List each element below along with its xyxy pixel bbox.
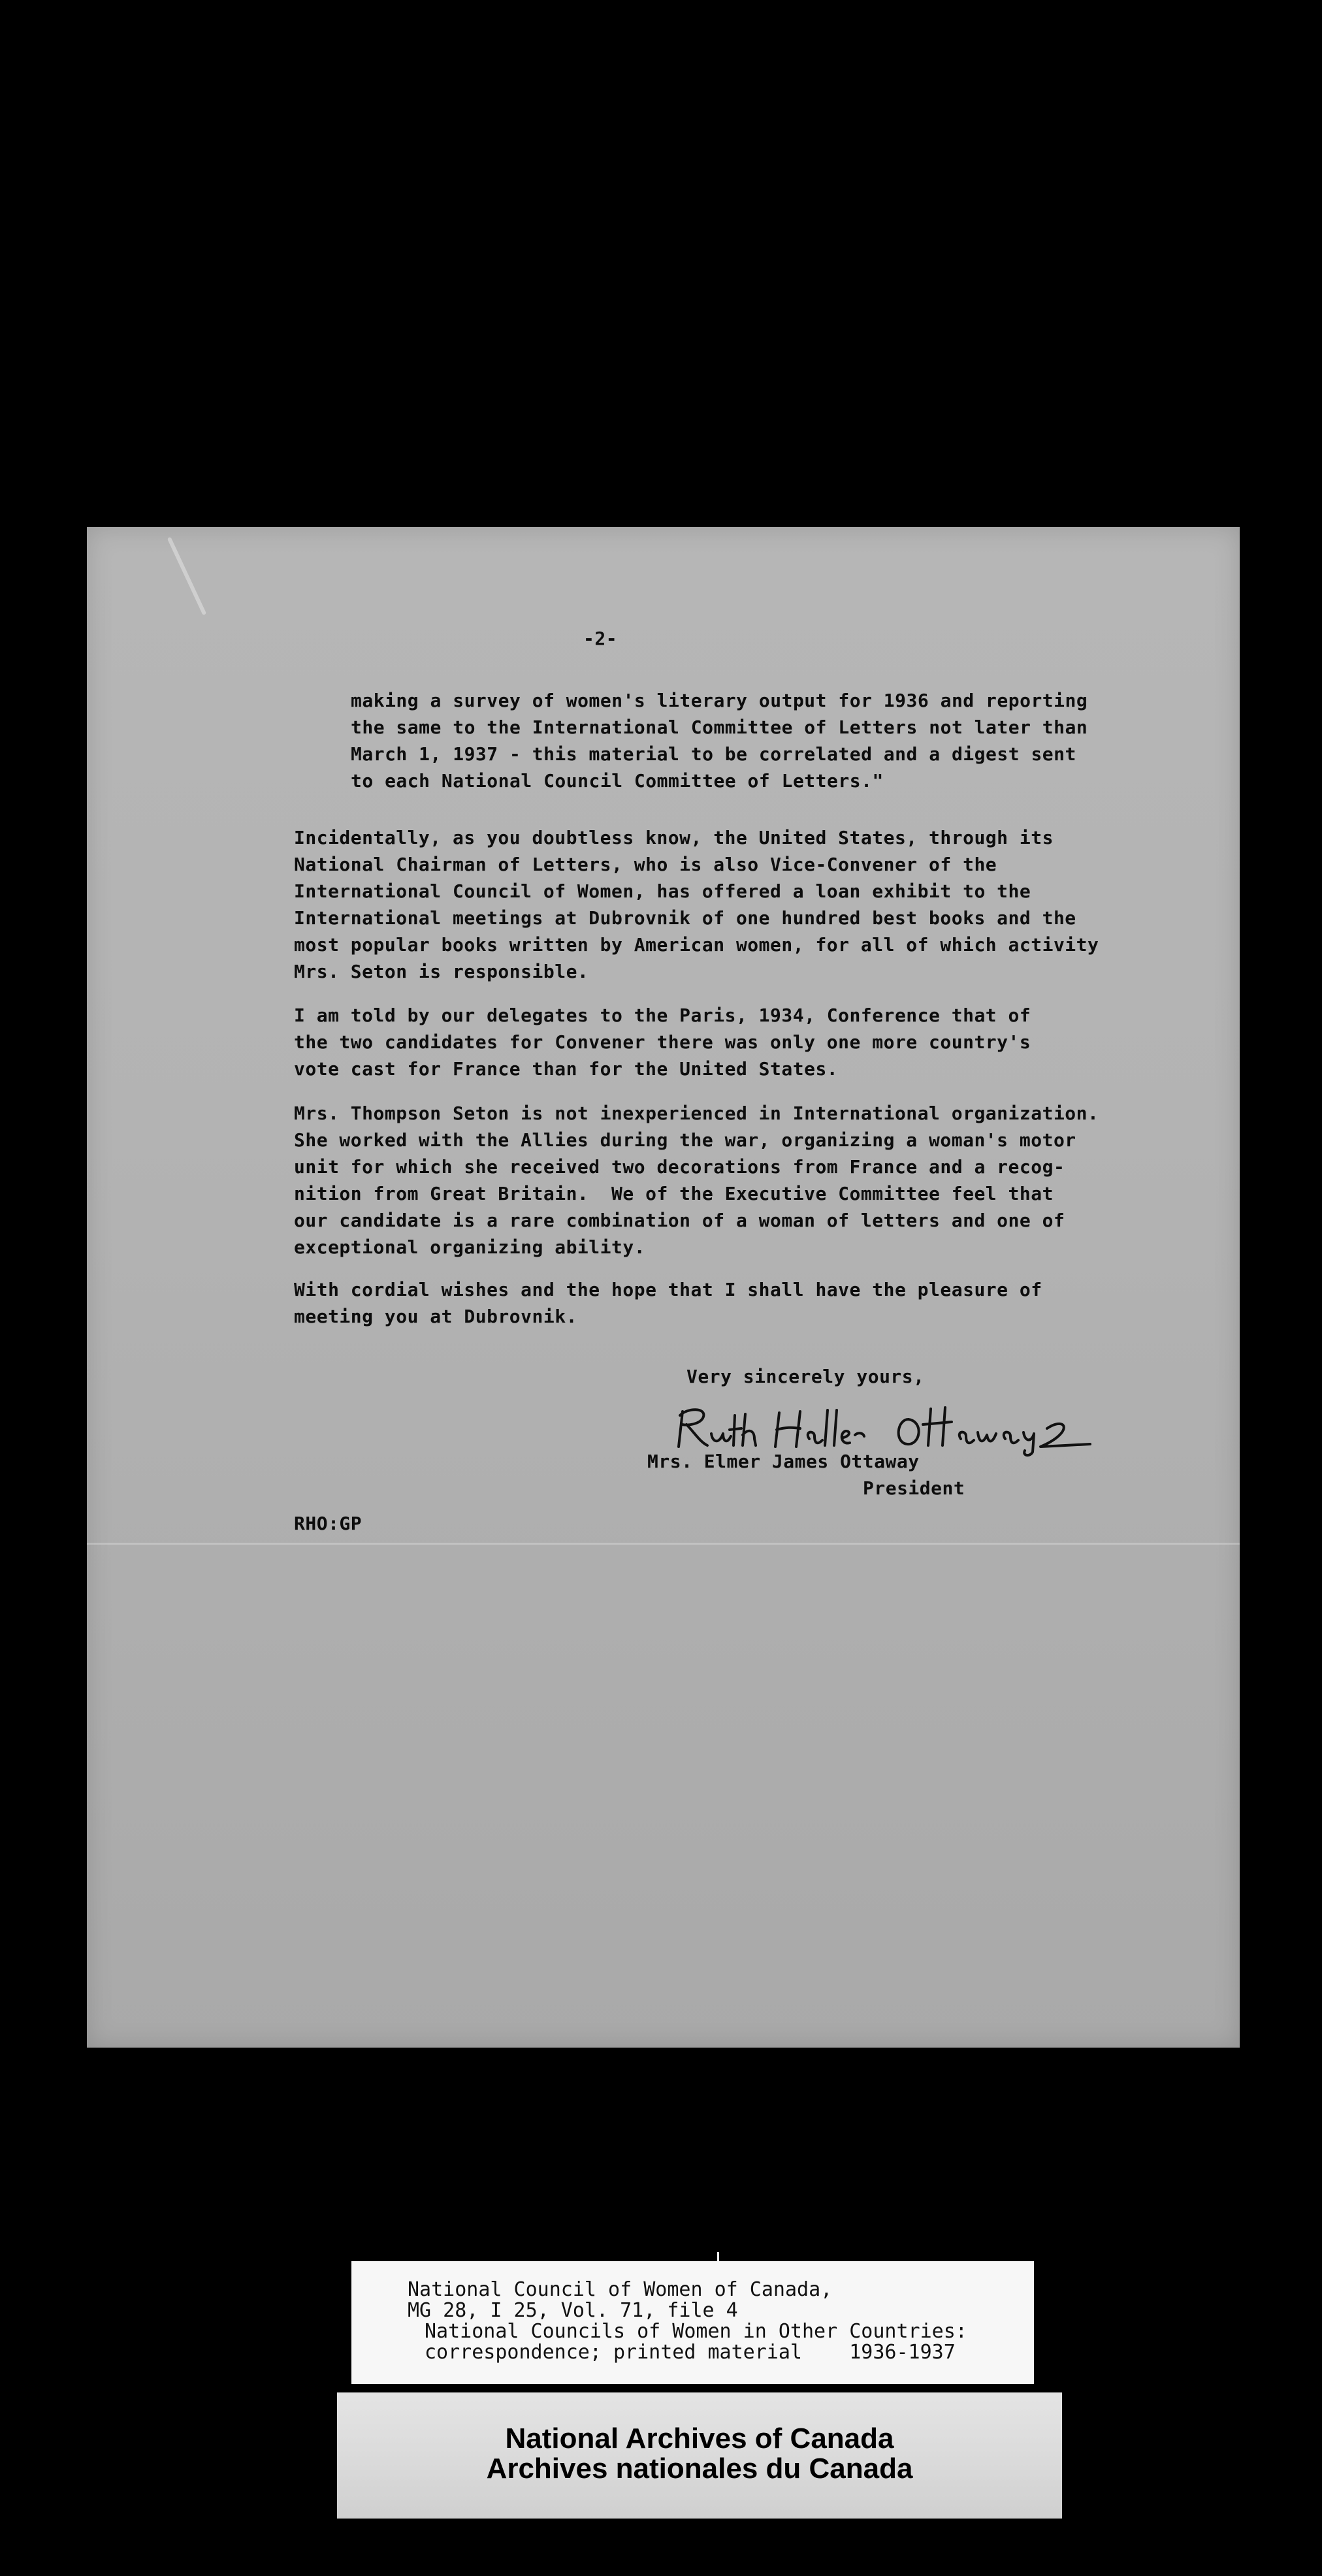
reference-volume-line: MG 28, I 25, Vol. 71, file 4	[408, 2299, 738, 2322]
letter-page	[87, 527, 1240, 2048]
reference-series-line: National Councils of Women in Other Countries:	[425, 2320, 967, 2343]
paragraph-paris-conference: I am told by our delegates to the Paris, 1934, Conference that of the two candidates for Convener there was only one more country's vote cast for France than for the United States.	[294, 1005, 1031, 1080]
paper-fold-line	[87, 1543, 1240, 1545]
archives-label-plate	[337, 2392, 1062, 2519]
card-tick-mark	[717, 2252, 719, 2264]
scan-scratch-mark	[167, 537, 206, 615]
reference-fonds-line: National Council of Women of Canada,	[408, 2278, 833, 2301]
quoted-resolution-text: making a survey of women's literary output for 1936 and reporting the same to the International Committee of Letters not later than March 1, 1937 - this material to be correlated and a digest sent to each National Council Committee of Letters."	[351, 690, 1088, 792]
reference-initials: RHO:GP	[294, 1513, 363, 1534]
signer-title: President	[863, 1477, 965, 1499]
archives-name-english: National Archives of Canada	[505, 2423, 894, 2455]
paragraph-loan-exhibit: Incidentally, as you doubtless know, the United States, through its National Chairman of Letters, who is also Vice-Convener of the International Council of Women, has offered a loan exhibit to the International meetings at Dubrovnik of one hundred best books and the most popular books written by American women, for all of which activity Mrs. Seton is responsible.	[294, 827, 1099, 982]
complimentary-close: Very sincerely yours,	[686, 1366, 925, 1387]
page-number: -2-	[583, 628, 618, 649]
signer-name: Mrs. Elmer James Ottaway	[647, 1451, 920, 1472]
reference-date-line: correspondence; printed material 1936-1937	[425, 2341, 956, 2364]
paragraph-candidate-experience: Mrs. Thompson Seton is not inexperienced in International organization. She worked with the Allies during the war, organizing a woman's motor unit for which she received two decorations from France and a recog- nition from Great Britain. We of the Executive Committee feel that our candidate is a rare combination of a woman of letters and one of exceptional organizing ability.	[294, 1103, 1099, 1258]
paragraph-closing-wishes: With cordial wishes and the hope that I shall have the pleasure of meeting you at Dubrovnik.	[294, 1279, 1042, 1327]
archival-reference-card	[351, 2261, 1034, 2384]
ink-bleed-through	[1184, 1180, 1240, 1285]
archives-name-french: Archives nationales du Canada	[486, 2453, 913, 2485]
